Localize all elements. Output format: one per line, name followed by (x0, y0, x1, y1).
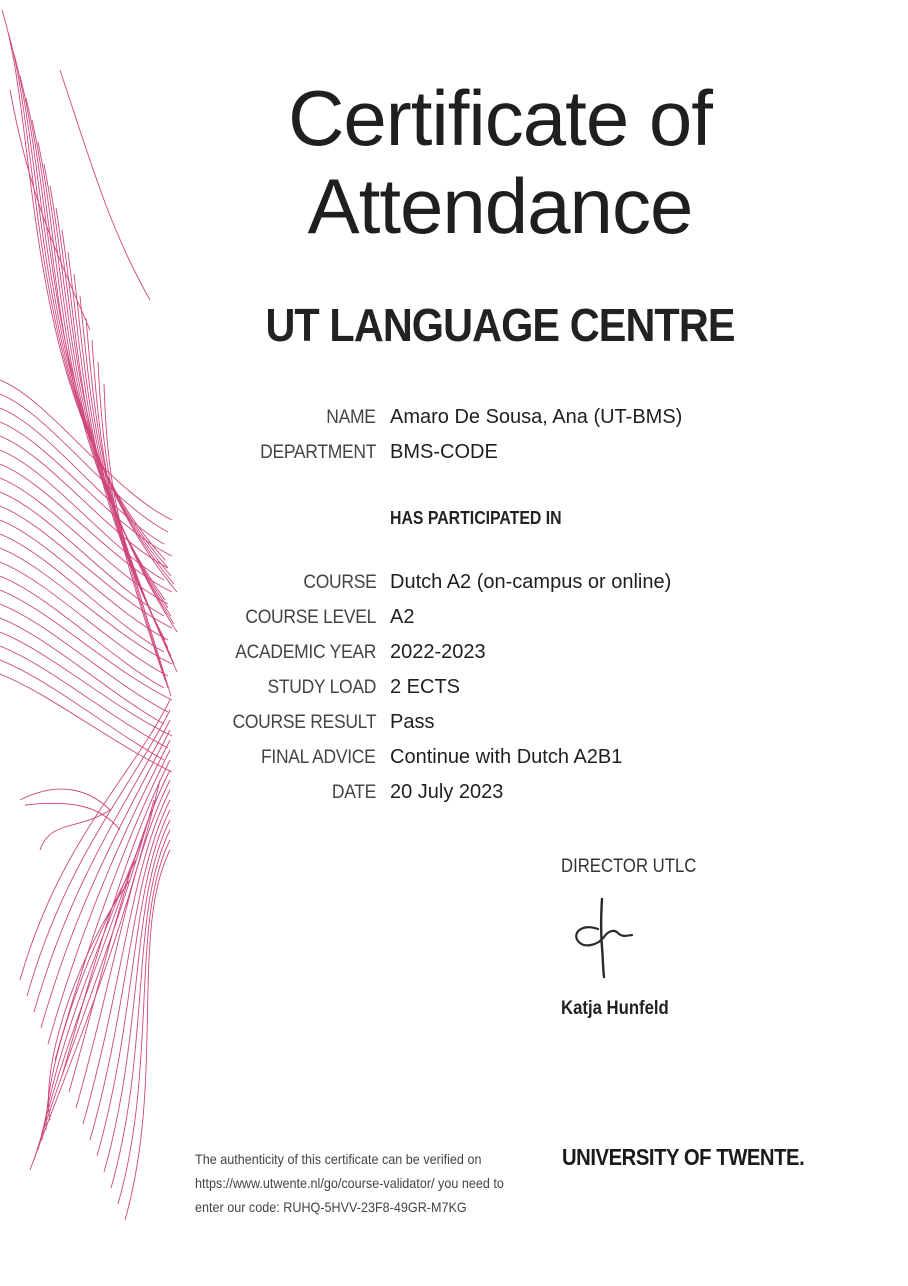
verification-line-1: The authenticity of this certificate can be verified on (195, 1151, 482, 1167)
department-label: DEPARTMENT (259, 442, 376, 463)
academic-year-row (0, 642, 908, 672)
final-advice-value: Continue with Dutch A2B1 (390, 746, 623, 768)
name-value: Amaro De Sousa, Ana (UT-BMS) (390, 406, 683, 428)
verification-note (195, 1147, 537, 1219)
course-label: COURSE (302, 572, 376, 593)
university-logo: UNIVERSITY OF TWENTE. (562, 1144, 805, 1170)
title-line-2: Attendance (307, 162, 693, 250)
final-advice-row (0, 747, 908, 777)
final-advice-label: FINAL ADVICE (261, 747, 376, 768)
director-signature (568, 895, 640, 983)
course-result-label: COURSE RESULT (232, 712, 376, 733)
date-row (0, 782, 908, 812)
verification-line-2: https://www.utwente.nl/go/course-validator/ you need to (195, 1175, 504, 1191)
course-level-label: COURSE LEVEL (245, 607, 376, 628)
director-title: DIRECTOR UTLC (561, 856, 697, 877)
course-level-value: A2 (390, 606, 415, 628)
study-load-label: STUDY LOAD (267, 677, 376, 698)
verification-line-3: enter our code: RUHQ-5HVV-23F8-49GR-M7KG (195, 1199, 467, 1215)
course-row (0, 572, 908, 602)
name-row (0, 407, 908, 437)
director-name: Katja Hunfeld (561, 998, 669, 1019)
course-result-value: Pass (390, 711, 435, 733)
certificate-subtitle: UT LANGUAGE CENTRE (265, 299, 735, 351)
department-value: BMS-CODE (390, 441, 498, 463)
date-label: DATE (331, 782, 376, 803)
date-value: 20 July 2023 (390, 781, 504, 803)
academic-year-value: 2022-2023 (390, 641, 486, 663)
academic-year-label: ACADEMIC YEAR (235, 642, 376, 663)
participated-heading: HAS PARTICIPATED IN (390, 508, 562, 528)
course-level-row (0, 607, 908, 637)
certificate-title (220, 74, 780, 250)
name-label: NAME (326, 407, 376, 428)
department-row (0, 442, 908, 472)
study-load-row (0, 677, 908, 707)
course-value: Dutch A2 (on-campus or online) (390, 571, 672, 593)
title-line-1: Certificate of (288, 74, 712, 162)
study-load-value: 2 ECTS (390, 676, 461, 698)
course-result-row (0, 712, 908, 742)
